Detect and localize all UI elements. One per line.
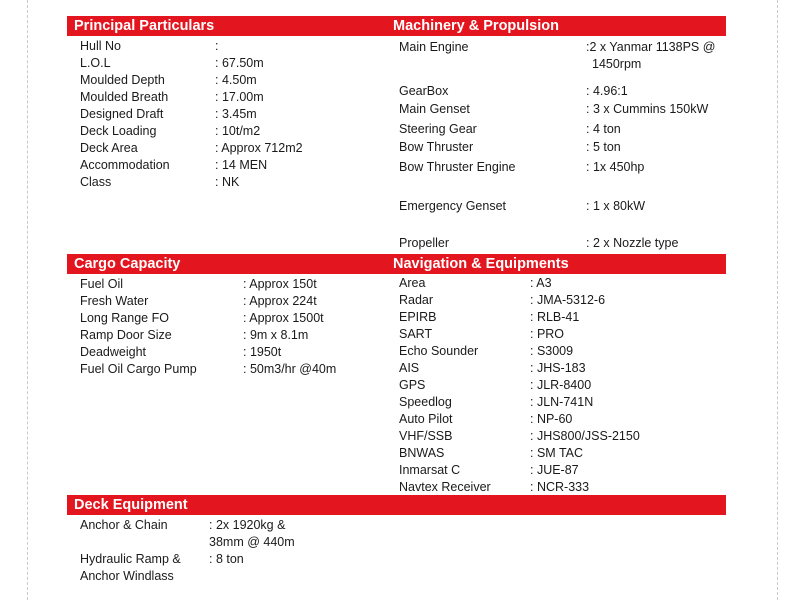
row-label: Inmarsat C: [399, 463, 461, 477]
row-value: :: [215, 39, 219, 53]
cargo-capacity-title: Cargo Capacity: [74, 256, 181, 272]
row-value: : 9m x 8.1m: [243, 328, 309, 342]
row-value: : 10t/m2: [215, 124, 261, 138]
machinery-propulsion-title: Machinery & Propulsion: [393, 18, 559, 34]
principal-particulars-title: Principal Particulars: [74, 18, 215, 34]
row-value: :2 x Yanmar 1138PS @: [586, 40, 716, 54]
row-value: : 67.50m: [215, 56, 264, 70]
row-label: Auto Pilot: [399, 412, 453, 426]
page-border-right: [777, 0, 778, 600]
row-value: : 14 MEN: [215, 158, 268, 172]
page-border-left: [27, 0, 28, 600]
row-value: : PRO: [530, 327, 565, 341]
row-label: Hull No: [80, 39, 121, 53]
row-label: Area: [399, 276, 426, 290]
row-label: SART: [399, 327, 433, 341]
row-value: : JLR-8400: [530, 378, 592, 392]
row-value: : Approx 1500t: [243, 311, 324, 325]
row-value: : 4 ton: [586, 122, 621, 136]
row-value: : NK: [215, 175, 240, 189]
row-value: : JHS-183: [530, 361, 586, 375]
row-label: Navtex Receiver: [399, 480, 491, 494]
row-label: Deadweight: [80, 345, 147, 359]
row-value: : S3009: [530, 344, 574, 358]
row-label: Hydraulic Ramp &: [80, 552, 181, 566]
row-label: Fresh Water: [80, 294, 149, 308]
row-label: Main Engine: [399, 40, 469, 54]
row-label: GPS: [399, 378, 426, 392]
row-label: Deck Area: [80, 141, 138, 155]
row-label: Designed Draft: [80, 107, 164, 121]
row-value: : RLB-41: [530, 310, 580, 324]
row-value: : Approx 712m2: [215, 141, 303, 155]
row-value: : 1 x 80kW: [586, 199, 646, 213]
row-label: BNWAS: [399, 446, 445, 460]
row-label: AIS: [399, 361, 420, 375]
row-label: L.O.L: [80, 56, 111, 70]
row-label: Fuel Oil: [80, 277, 124, 291]
row-label: VHF/SSB: [399, 429, 453, 443]
row-label: Bow Thruster Engine: [399, 160, 516, 174]
row-value: : 3.45m: [215, 107, 257, 121]
row-label: Long Range FO: [80, 311, 169, 325]
principal-particulars-header: [67, 16, 400, 36]
row-label: Radar: [399, 293, 434, 307]
navigation-equipments-header: [388, 254, 726, 274]
row-value: : 1950t: [243, 345, 282, 359]
row-value: : 4.96:1: [586, 84, 628, 98]
row-label: GearBox: [399, 84, 449, 98]
row-label: Accommodation: [80, 158, 170, 172]
row-label: Moulded Depth: [80, 73, 165, 87]
cargo-capacity-header: [67, 254, 400, 274]
row-value: : JLN-741N: [530, 395, 594, 409]
row-label: Anchor & Chain: [80, 518, 168, 532]
row-label: Echo Sounder: [399, 344, 479, 358]
row-value: : JUE-87: [530, 463, 579, 477]
row-value-continued: 38mm @ 440m: [209, 535, 295, 549]
row-label: Deck Loading: [80, 124, 157, 138]
row-value: : Approx 150t: [243, 277, 317, 291]
row-value: : 1x 450hp: [586, 160, 645, 174]
row-value: : SM TAC: [530, 446, 584, 460]
row-value: : 8 ton: [209, 552, 244, 566]
row-label: EPIRB: [399, 310, 437, 324]
row-label: Fuel Oil Cargo Pump: [80, 362, 197, 376]
navigation-equipments-title: Navigation & Equipments: [393, 256, 569, 272]
row-label: Main Genset: [399, 102, 470, 116]
row-value: : 17.00m: [215, 90, 264, 104]
row-label: Propeller: [399, 236, 450, 250]
row-value: : Approx 224t: [243, 294, 317, 308]
row-value: : 4.50m: [215, 73, 257, 87]
row-label: Moulded Breath: [80, 90, 169, 104]
row-value: : 50m3/hr @40m: [243, 362, 337, 376]
row-value: : NCR-333: [530, 480, 590, 494]
row-value: : 5 ton: [586, 140, 621, 154]
row-value: : JMA-5312-6: [530, 293, 606, 307]
row-value: : JHS800/JSS-2150: [530, 429, 640, 443]
row-label-continued: Anchor Windlass: [80, 569, 174, 583]
row-value: : A3: [530, 276, 552, 290]
row-label: Class: [80, 175, 112, 189]
deck-equipment-title: Deck Equipment: [74, 497, 188, 513]
machinery-propulsion-header: [388, 16, 726, 36]
row-label: Steering Gear: [399, 122, 477, 136]
row-value: : 3 x Cummins 150kW: [586, 102, 709, 116]
row-label: Speedlog: [399, 395, 452, 409]
row-label: Ramp Door Size: [80, 328, 172, 342]
row-value: : NP-60: [530, 412, 573, 426]
deck-equipment-header: [67, 495, 726, 515]
row-label: Bow Thruster: [399, 140, 474, 154]
row-value: : 2x 1920kg &: [209, 518, 286, 532]
row-value-continued: 1450rpm: [592, 57, 642, 71]
row-label: Emergency Genset: [399, 199, 506, 213]
row-value: : 2 x Nozzle type: [586, 236, 679, 250]
